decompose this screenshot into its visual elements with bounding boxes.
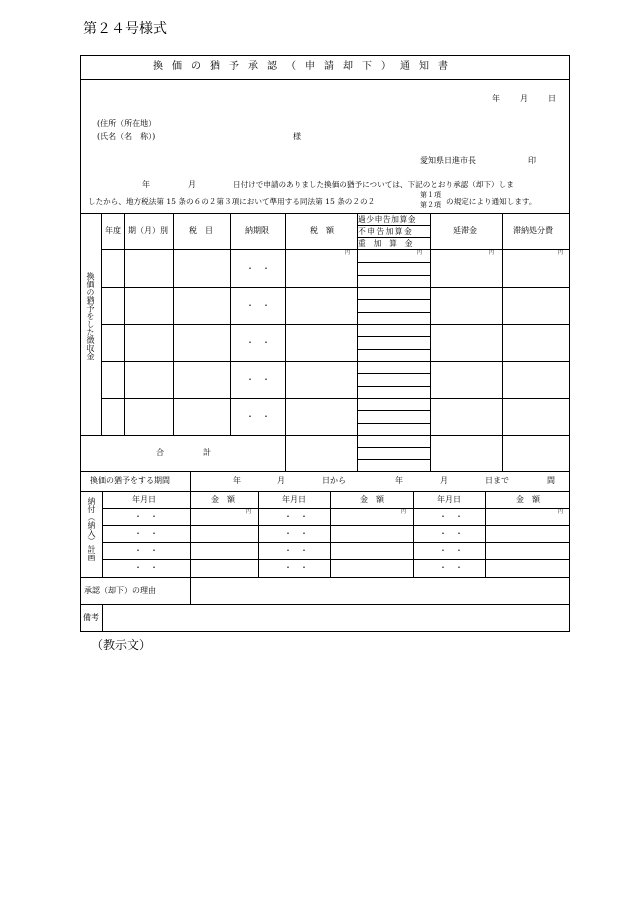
remarks-divider bbox=[80, 604, 570, 605]
form-number: 第２４号様式 bbox=[83, 21, 167, 37]
date-month: 月 bbox=[520, 94, 528, 103]
penalty-subline bbox=[357, 386, 430, 387]
group-label-divider bbox=[101, 213, 102, 435]
plan-date-header: 年月日 bbox=[132, 495, 156, 504]
col-divider bbox=[357, 213, 358, 471]
total-divider bbox=[80, 435, 570, 436]
penalty-subline bbox=[357, 262, 430, 263]
col-divider bbox=[285, 213, 286, 471]
penalty-subline bbox=[357, 423, 430, 424]
name-label: (氏名（名 称）) bbox=[97, 132, 156, 141]
plan-date-dots: ・ ・ bbox=[439, 546, 463, 555]
body-text-2-suffix: の規定により通知します。 bbox=[446, 197, 537, 206]
plan-col-divider bbox=[330, 491, 331, 577]
header-disposition-cost: 滞納処分費 bbox=[513, 226, 553, 235]
penalty-header-line bbox=[357, 225, 430, 226]
header-period: 期（月）別 bbox=[128, 226, 168, 235]
group-label: 換価の猶予をした徴収金 bbox=[86, 272, 95, 360]
yen-mark: 円 bbox=[489, 250, 495, 256]
header-penalty-nonfiling: 不申告加算金 bbox=[358, 227, 414, 236]
penalty-subline bbox=[357, 447, 430, 448]
plan-date-dots: ・ ・ bbox=[284, 563, 308, 572]
header-tax-item: 税 目 bbox=[189, 226, 213, 235]
period-duration: 間 bbox=[547, 476, 555, 485]
row-divider bbox=[101, 398, 570, 399]
col-divider bbox=[230, 213, 231, 435]
yen-mark: 円 bbox=[558, 250, 564, 256]
clause-1: 第１項 bbox=[420, 191, 441, 199]
plan-date-dots: ・ ・ bbox=[134, 563, 158, 572]
penalty-subline bbox=[357, 312, 430, 313]
reason-label: 承認（却下）の理由 bbox=[84, 586, 156, 595]
plan-label-divider bbox=[102, 491, 103, 577]
header-fiscal-year: 年度 bbox=[105, 226, 121, 235]
due-date-placeholder: ・ ・ bbox=[246, 301, 270, 310]
total-label: 合 bbox=[156, 448, 164, 457]
plan-date-dots: ・ ・ bbox=[284, 512, 308, 521]
period-until: 日まで bbox=[485, 476, 509, 485]
yen-mark: 円 bbox=[246, 509, 252, 515]
plan-label: 納付（納入）計画 bbox=[87, 497, 96, 561]
period-divider bbox=[80, 471, 570, 472]
header-tax-amount: 税 額 bbox=[310, 226, 334, 235]
penalty-subline bbox=[357, 373, 430, 374]
yen-mark: 円 bbox=[401, 509, 407, 515]
plan-date-dots: ・ ・ bbox=[284, 546, 308, 555]
period-month: 月 bbox=[277, 476, 285, 485]
header-penalty-heavy: 重 加 算 金 bbox=[358, 239, 413, 248]
plan-date-dots: ・ ・ bbox=[134, 546, 158, 555]
title-divider bbox=[80, 79, 570, 80]
plan-amount-header: 金 額 bbox=[360, 495, 384, 504]
date-year: 年 bbox=[492, 94, 500, 103]
period-from: 日から bbox=[322, 476, 346, 485]
yen-mark: 円 bbox=[417, 250, 423, 256]
plan-date-dots: ・ ・ bbox=[284, 529, 308, 538]
reason-label-divider bbox=[190, 577, 191, 604]
yen-mark: 円 bbox=[345, 250, 351, 256]
form-title: 換価の猶予承認（申請却下）通知書 bbox=[153, 61, 457, 72]
total-label-2: 計 bbox=[203, 448, 211, 457]
plan-row-divider bbox=[102, 542, 570, 543]
col-divider bbox=[430, 213, 431, 471]
plan-divider bbox=[80, 491, 570, 492]
plan-col-divider bbox=[190, 491, 191, 577]
penalty-subline bbox=[357, 299, 430, 300]
row-divider bbox=[101, 324, 570, 325]
header-due-date: 納期限 bbox=[245, 226, 269, 235]
penalty-subline bbox=[357, 349, 430, 350]
plan-date-dots: ・ ・ bbox=[439, 512, 463, 521]
seal-mark: 印 bbox=[528, 156, 536, 165]
yen-mark: 円 bbox=[558, 509, 564, 515]
penalty-subline bbox=[357, 459, 430, 460]
address-label: (住所（所在地） bbox=[97, 119, 157, 128]
body-year: 年 bbox=[142, 180, 150, 189]
plan-amount-header: 金 額 bbox=[211, 495, 235, 504]
col-divider bbox=[173, 213, 174, 435]
col-divider bbox=[502, 213, 503, 471]
plan-row-divider bbox=[102, 525, 570, 526]
header-delinquency: 延滞金 bbox=[453, 226, 477, 235]
plan-date-header: 年月日 bbox=[282, 495, 306, 504]
date-day: 日 bbox=[548, 94, 556, 103]
plan-date-dots: ・ ・ bbox=[439, 529, 463, 538]
plan-amount-header: 金 額 bbox=[516, 495, 540, 504]
due-date-placeholder: ・ ・ bbox=[246, 338, 270, 347]
plan-header-divider bbox=[102, 508, 570, 509]
penalty-subline bbox=[357, 410, 430, 411]
period-label: 換価の猶予をする期間 bbox=[90, 476, 170, 485]
remarks-label-divider bbox=[102, 604, 103, 632]
body-text-1: 日付けで申請のありました換価の猶予については、下記のとおり承認（却下）しま bbox=[233, 180, 514, 189]
period-year-2: 年 bbox=[395, 476, 403, 485]
plan-date-dots: ・ ・ bbox=[134, 512, 158, 521]
period-month-2: 月 bbox=[440, 476, 448, 485]
row-divider bbox=[101, 287, 570, 288]
instruction-note: （教示文） bbox=[91, 638, 152, 652]
body-text-2: したから、地方税法第 15 条の６の２第３項において準用する同法第 15 条の２の２ bbox=[88, 197, 376, 206]
penalty-header-line bbox=[357, 237, 430, 238]
due-date-placeholder: ・ ・ bbox=[246, 412, 270, 421]
clause-2: 第２項 bbox=[420, 201, 441, 209]
issuer: 愛知県日進市長 bbox=[420, 156, 476, 165]
honorific: 様 bbox=[293, 132, 301, 141]
penalty-subline bbox=[357, 336, 430, 337]
col-divider bbox=[124, 213, 125, 435]
plan-col-divider bbox=[413, 491, 414, 577]
plan-date-header: 年月日 bbox=[437, 495, 461, 504]
plan-col-divider bbox=[485, 491, 486, 577]
plan-col-divider bbox=[258, 491, 259, 577]
plan-row-divider bbox=[102, 559, 570, 560]
period-year: 年 bbox=[233, 476, 241, 485]
reason-divider bbox=[80, 577, 570, 578]
body-month: 月 bbox=[188, 180, 196, 189]
row-divider bbox=[101, 361, 570, 362]
remarks-label: 備考 bbox=[83, 613, 99, 622]
table-header-divider bbox=[101, 249, 570, 250]
penalty-subline bbox=[357, 275, 430, 276]
period-label-divider bbox=[190, 471, 191, 491]
plan-date-dots: ・ ・ bbox=[439, 563, 463, 572]
due-date-placeholder: ・ ・ bbox=[246, 264, 270, 273]
plan-date-dots: ・ ・ bbox=[134, 529, 158, 538]
header-divider bbox=[80, 213, 570, 214]
header-penalty-underreport: 過少申告加算金 bbox=[358, 215, 417, 224]
due-date-placeholder: ・ ・ bbox=[246, 375, 270, 384]
